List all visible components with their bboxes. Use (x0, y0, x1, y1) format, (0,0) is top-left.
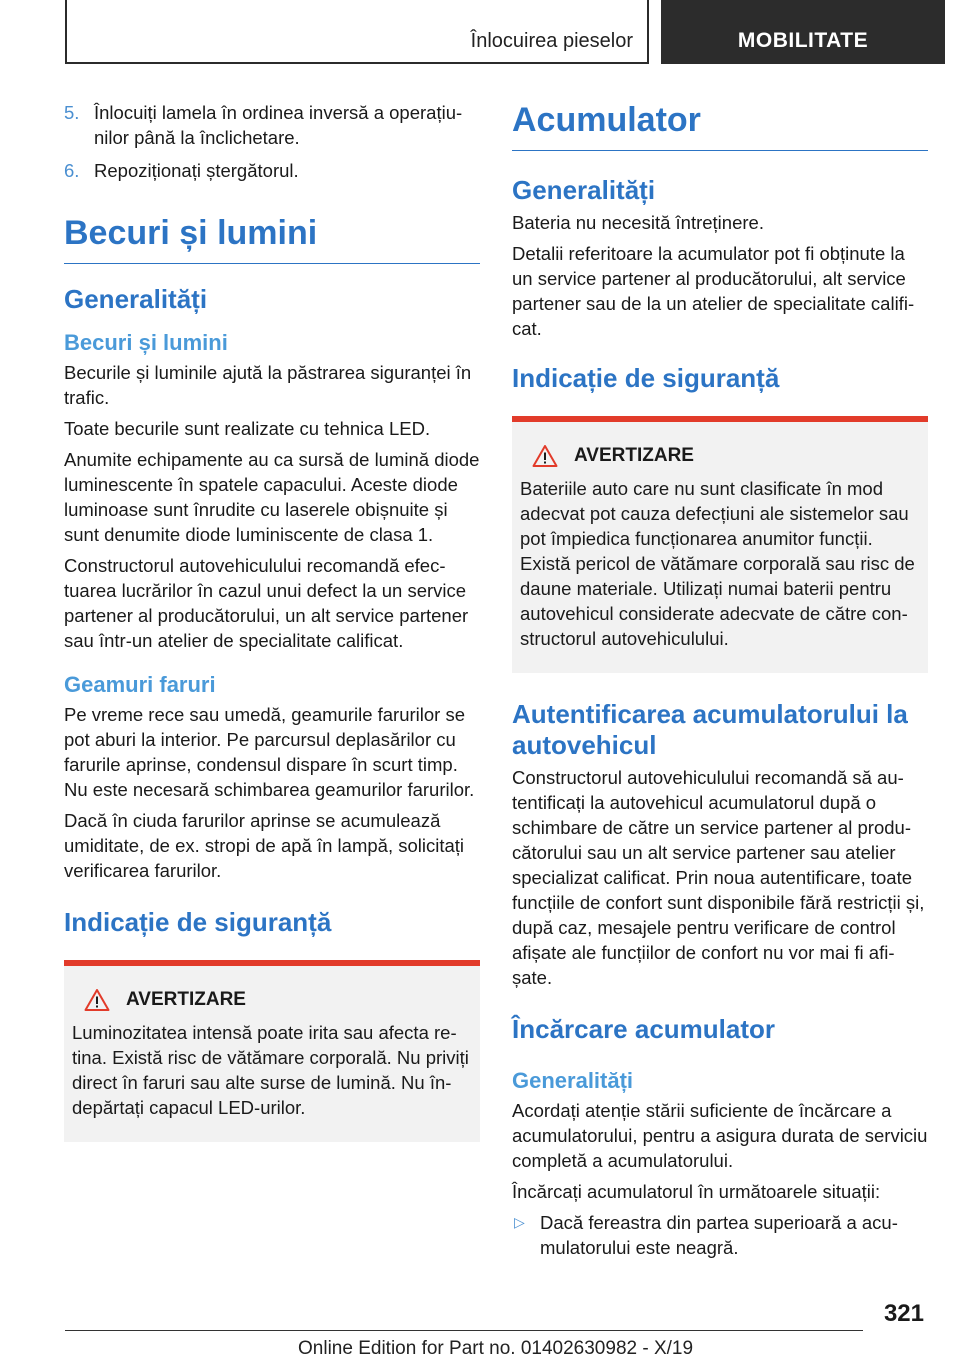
warning-label: AVERTIZARE (574, 445, 694, 466)
paragraph: Dacă în ciuda farurilor aprinse se acumulează umiditate, de ex. stropi de apă în lampă, solicitați verificarea farurilor. (64, 810, 465, 881)
subsection-title-siguranta: Indicație de siguranță (64, 907, 332, 937)
subsection-title-incarcare: Încărcare acumulator (512, 1014, 776, 1044)
paragraph: Încărcați acumulatorul în următoarele situații: (512, 1181, 881, 1202)
warning-box (512, 416, 928, 673)
warning-triangle-icon (84, 988, 110, 1012)
list-item-text: Dacă fereastra din partea superioară a acumulatorului este neagră. (540, 1212, 898, 1258)
page-number: 321 (883, 1300, 924, 1327)
paragraph: Bateria nu necesită întreținere. (512, 212, 764, 233)
subsection-title-siguranta: Indicație de siguranță (512, 363, 780, 393)
step-text: Înlocuiți lamela în ordinea inversă a operațiunilor până la înclichetare. (94, 102, 463, 148)
section-title-acumulator: Acumulator (512, 100, 928, 151)
header-chapter-title: MOBILITATE (737, 29, 869, 52)
warning-text: Bateriile auto care nu sunt clasificate în mod adecvat pot cauza defecțiuni ale sistemelor sau pot împiedica funcționarea anumitor funcții. Există pericol de vătămare corporală sau risc de daune materiale. Utilizați numai baterii pentru autovehicul considerate adecvate de către constructorul autovehiculului. (520, 478, 915, 649)
paragraph: Anumite echipamente au ca sursă de lumină diode luminescente în spatele capacului. Aceste diode luminoase sunt înrudite cu laserele obișnuite și sunt denumite diode luminiscente de clasa 1. (64, 449, 480, 545)
warning-text: Luminozitatea intensă poate irita sau afecta retina. Există risc de vătămare corporală. Nu priviți direct în faruri sau alte surse de lumină. Nu îndepărtați capacul LED-urilor. (72, 1022, 469, 1118)
paragraph: Toate becurile sunt realizate cu tehnica LED. (64, 418, 431, 439)
footer-edition-text: Online Edition for Part no. 01402630982 - X/19 (298, 1338, 694, 1359)
topic-title-generalitati: Generalități (512, 1068, 634, 1093)
paragraph: Pe vreme rece sau umedă, geamurile farurilor se pot aburi la interior. Pe parcursul deplasărilor cu farurile aprinse, condensul dispare în scurt timp. Nu este necesară schimbarea geamurilor farurilor. (64, 704, 475, 800)
paragraph: Acordați atenție stării suficiente de încărcare a acumulatorului, pentru a asigura durata de serviciu completă a acumulatorului. (512, 1100, 928, 1171)
topic-title-geamuri: Geamuri faruri (64, 672, 216, 697)
list-item (512, 1210, 928, 1260)
topic-title-becuri: Becuri și lumini (64, 330, 228, 355)
subsection-title-generalitati: Generalități (512, 175, 656, 205)
footer-divider (65, 1330, 863, 1331)
warning-triangle-icon (532, 444, 558, 468)
step-6 (64, 158, 480, 183)
paragraph: Detalii referitoare la acumulator pot fi obținute la un service partener al producătorului, alt service partener sau de la un atelier de specialitate calificat. (512, 243, 915, 339)
header-section-box (65, 0, 649, 64)
left-column (64, 100, 480, 1164)
warning-header (520, 444, 920, 468)
header-section-title: Înlocuirea pieselor (470, 30, 633, 52)
subsection-title-generalitati: Generalități (64, 284, 208, 314)
step-text: Repoziționați ștergătorul. (94, 160, 299, 181)
warning-header (72, 988, 472, 1012)
warning-box (64, 960, 480, 1142)
step-number: 5. (64, 102, 80, 123)
warning-label: AVERTIZARE (126, 989, 246, 1010)
step-number: 6. (64, 160, 80, 181)
step-5 (64, 100, 480, 150)
header-chapter-tab (661, 0, 945, 64)
paragraph: Constructorul autovehiculului recomandă efectuarea lucrărilor în cazul unui defect la un service partener al producătorului, un alt service partener sau într-un atelier de specialitate calificat. (64, 555, 469, 651)
paragraph: Constructorul autovehiculului recomandă să autentificați la autovehicul acumulatorul după o schimbare de către un service partener al producătorului sau un alt service partener sau atelier specializat calificat. Prin noua autentificare, toate funcțiile de confort sunt disponibile fără restricții și, după caz, mesajele pentru verificare de control afișate ale funcțiilor de confort nu vor mai fi afișate. (512, 767, 925, 988)
section-title-becuri: Becuri și lumini (64, 213, 480, 264)
bullet-arrow-icon: ▷ (514, 1214, 525, 1230)
paragraph: Becurile și luminile ajută la păstrarea siguranței în trafic. (64, 362, 472, 408)
right-column (512, 100, 928, 1266)
subsection-title-autentificare: Autentificarea acumulatorului la autovehicul (512, 699, 908, 760)
